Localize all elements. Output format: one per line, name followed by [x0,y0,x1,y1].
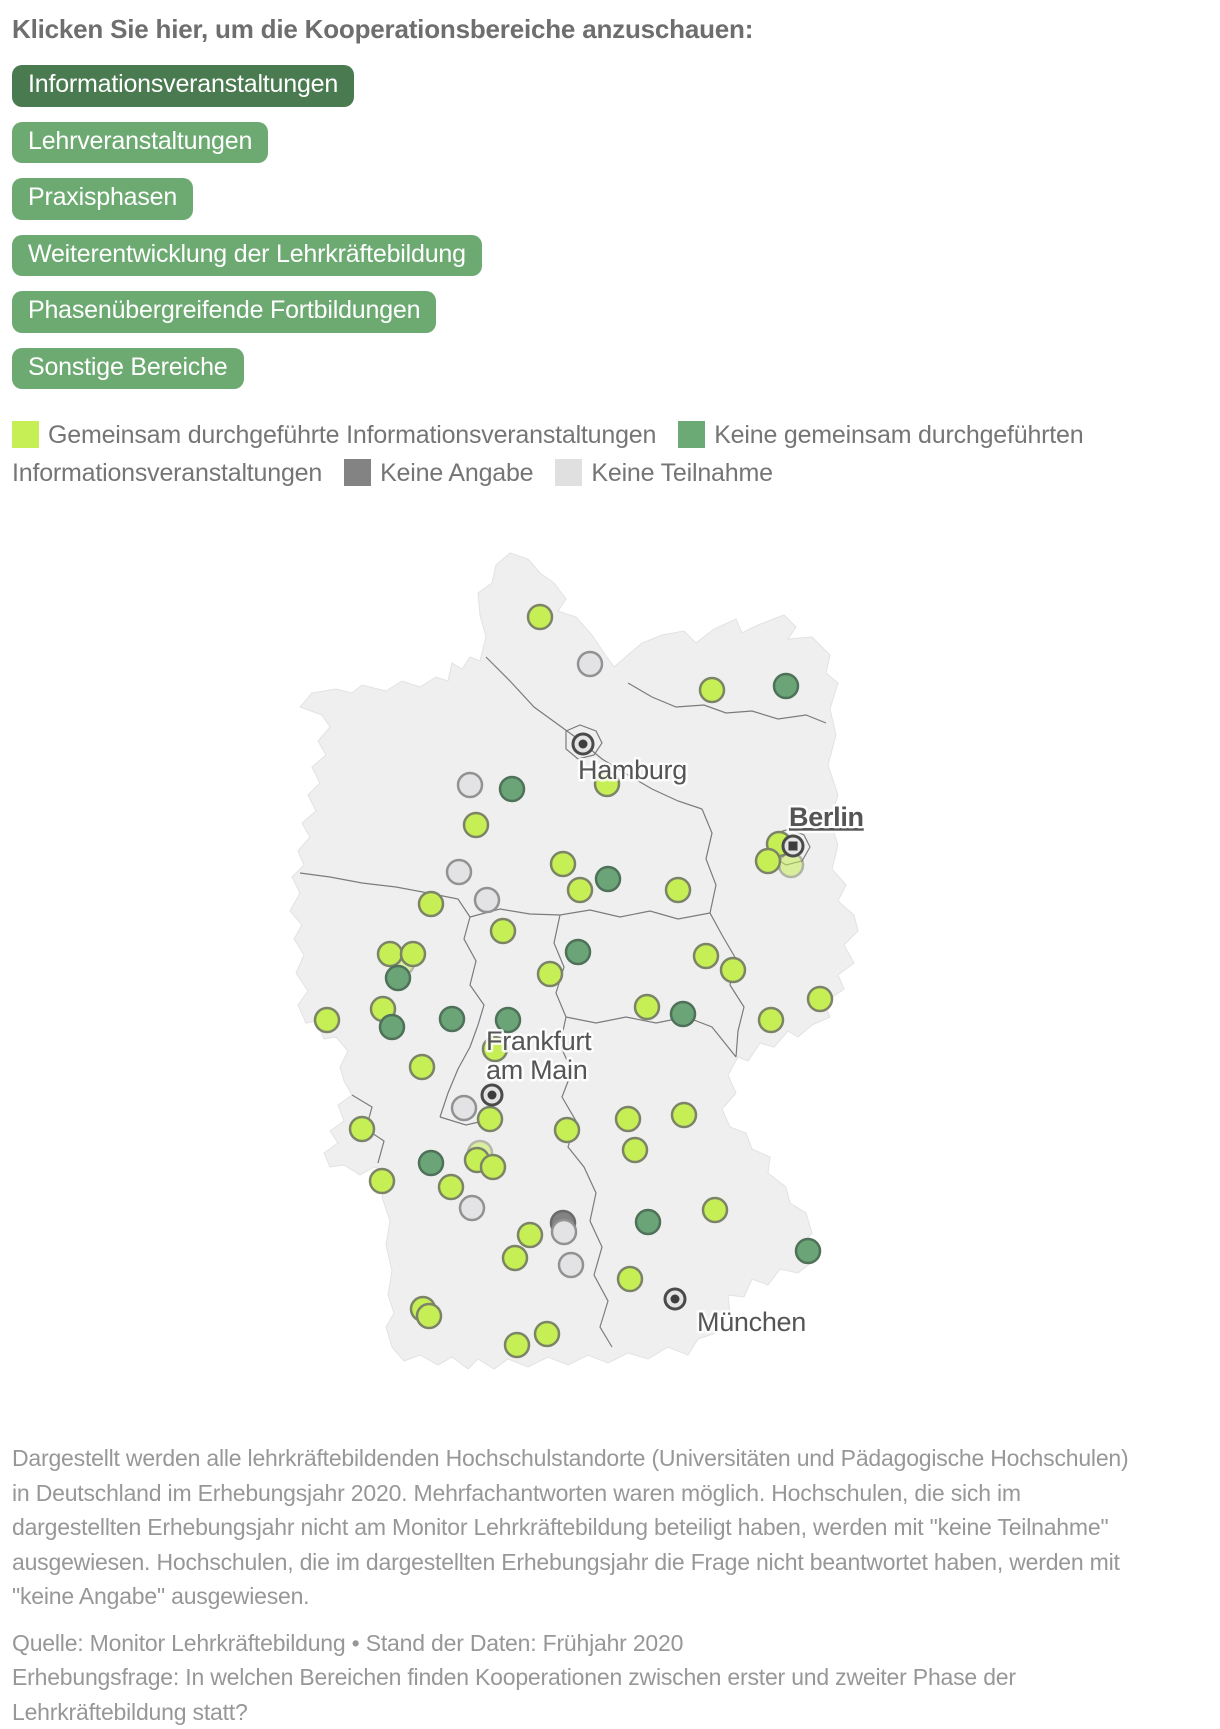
city-label-m-nchen: München [697,1307,806,1337]
university-location-dot-ja[interactable] [703,1198,727,1222]
university-location-dot-nein[interactable] [419,1151,443,1175]
city-marker-m-nchen [665,1289,685,1309]
city-marker-berlin [783,836,803,856]
legend-label-ka: Keine Angabe [380,458,534,487]
legend [12,417,1132,492]
category-button-informationsveranstaltungen[interactable]: Informationsveranstaltungen [12,65,354,107]
university-location-dot-nein[interactable] [380,1015,404,1039]
university-location-dot-ja[interactable] [505,1333,529,1357]
legend-label-ja: Gemeinsam durchgeführte Informationsveranstaltungen [48,421,657,449]
footer [12,1441,1132,1729]
legend-swatch-ka [344,459,371,486]
university-location-dot-nein[interactable] [386,966,410,990]
university-location-dot-ja[interactable] [481,1155,505,1179]
legend-item-ja [12,421,656,449]
legend-item-ka [322,459,533,487]
university-location-dot-nein[interactable] [440,1007,464,1031]
category-button-praxisphasen[interactable]: Praxisphasen [12,178,193,220]
page-title: Klicken Sie hier, um die Kooperationsbereiche anzuschauen: [12,14,754,44]
map-description: Dargestellt werden alle lehrkräftebildenden Hochschulstandorte (Universitäten und Pädagogische Hochschulen) in Deutschland im Erhebungsjahr 2020. Mehrfachantworten waren möglich. Hochschulen, die sich im dargestellten Erhebungsjahr nicht am Monitor Lehrkräftebildung beteiligt haben, werden mit "keine Teilnahme" ausgewiesen. Hochschulen, die im dargestellten Erhebungsjahr die Frage nicht beantwortet haben, werden mit "keine Angabe" ausgewiesen. [12,1445,1129,1609]
legend-swatch-nein [678,421,705,448]
university-location-dot-ja[interactable] [491,919,515,943]
university-location-dot-nein[interactable] [596,867,620,891]
university-location-dot-kt[interactable] [447,860,471,884]
university-location-dot-ja[interactable] [503,1246,527,1270]
university-location-dot-nein[interactable] [636,1210,660,1234]
university-location-dot-ja[interactable] [439,1175,463,1199]
university-location-dot-ja[interactable] [635,995,659,1019]
category-button-weiterentwicklung-der-lehrkr-ftebildung[interactable]: Weiterentwicklung der Lehrkräftebildung [12,235,482,277]
legend-item-kt [533,459,772,487]
city-marker-hamburg [573,734,593,754]
university-location-dot-ja[interactable] [568,878,592,902]
university-location-dot-ja[interactable] [417,1304,441,1328]
legend-swatch-ja [12,421,39,448]
university-location-dot-ja[interactable] [618,1267,642,1291]
university-location-dot-kt[interactable] [458,773,482,797]
university-location-dot-kt[interactable] [559,1253,583,1277]
university-location-dot-ja[interactable] [419,892,443,916]
university-location-dot-ja[interactable] [721,958,745,982]
city-label-hamburg: Hamburg [578,755,687,785]
city-label-berlin: Berlin [789,802,864,832]
university-location-dot-ja[interactable] [551,852,575,876]
university-location-dot-ja[interactable] [694,944,718,968]
category-button-phasen-bergreifende-fortbildungen[interactable]: Phasenübergreifende Fortbildungen [12,291,436,333]
university-location-dot-nein[interactable] [796,1239,820,1263]
university-location-dot-ja[interactable] [401,942,425,966]
legend-swatch-kt [555,459,582,486]
university-location-dot-kt[interactable] [475,888,499,912]
university-location-dot-ja[interactable] [315,1008,339,1032]
university-location-dot-ja[interactable] [350,1117,374,1141]
category-button-lehrveranstaltungen[interactable]: Lehrveranstaltungen [12,122,268,164]
university-location-dot-ja[interactable] [464,813,488,837]
survey-question: Erhebungsfrage: In welchen Bereichen finden Kooperationen zwischen erster und zweiter Phase der Lehrkräftebildung statt? [12,1664,1016,1725]
university-location-dot-ja[interactable] [623,1138,647,1162]
university-location-dot-nein[interactable] [500,777,524,801]
university-location-dot-ja[interactable] [478,1107,502,1131]
university-location-dot-ja[interactable] [528,605,552,629]
city-label-frankfurt-am-main: am Main [486,1055,588,1085]
category-buttons [12,65,1208,389]
university-location-dot-ja[interactable] [370,1169,394,1193]
university-location-dot-ja[interactable] [616,1107,640,1131]
city-label-frankfurt-am-main: Frankfurt [486,1026,592,1056]
university-location-dot-ja[interactable] [759,1008,783,1032]
university-location-dot-ja[interactable] [538,962,562,986]
university-location-dot-ja[interactable] [700,678,724,702]
germany-map [0,537,1220,1397]
legend-label-kt: Keine Teilnahme [591,458,773,487]
university-location-dot-ja[interactable] [410,1055,434,1079]
university-location-dot-ja[interactable] [666,878,690,902]
university-location-dot-ja[interactable] [378,942,402,966]
university-location-dot-ja[interactable] [672,1103,696,1127]
legend-label-nein: Keine gemeinsam durchgeführten Informationsveranstaltungen [12,421,1084,487]
source-line: Quelle: Monitor Lehrkräftebildung • Stand der Daten: Frühjahr 2020 [12,1629,684,1656]
university-location-dot-ja[interactable] [808,987,832,1011]
city-marker-frankfurt-am-main [482,1085,502,1105]
university-location-dot-nein[interactable] [671,1002,695,1026]
university-location-dot-ja[interactable] [518,1223,542,1247]
university-location-dot-ja[interactable] [756,849,780,873]
university-location-dot-kt[interactable] [452,1096,476,1120]
university-location-dot-kt[interactable] [460,1196,484,1220]
university-location-dot-ja[interactable] [555,1118,579,1142]
university-location-dot-ja[interactable] [535,1322,559,1346]
university-location-dot-kt[interactable] [578,652,602,676]
university-location-dot-nein[interactable] [774,674,798,698]
university-location-dot-kt[interactable] [552,1220,576,1244]
university-location-dot-nein[interactable] [566,940,590,964]
category-button-sonstige-bereiche[interactable]: Sonstige Bereiche [12,348,244,390]
